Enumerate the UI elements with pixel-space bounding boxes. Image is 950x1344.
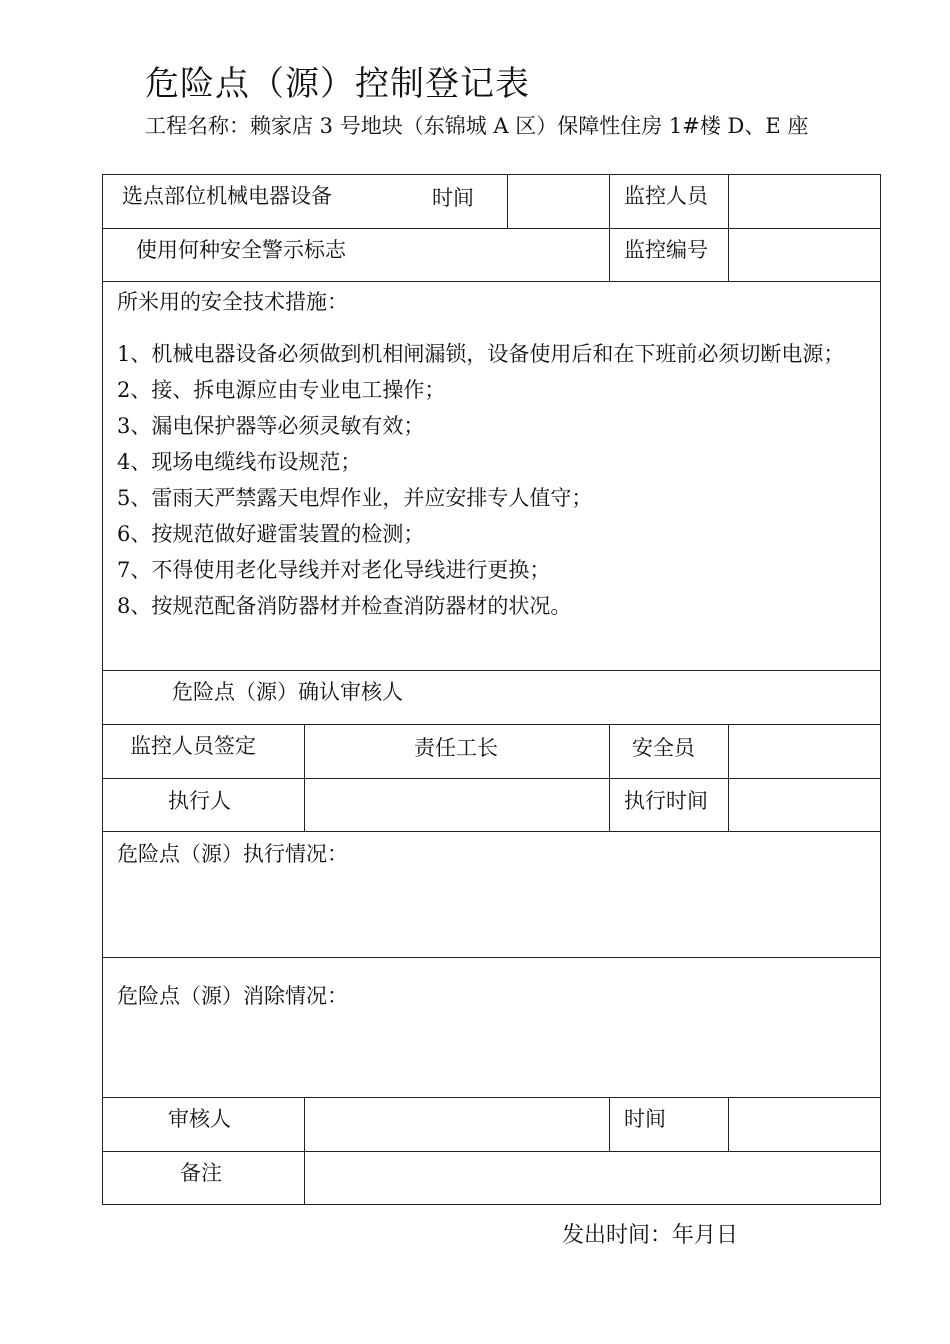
monitor-sign-label: 监控人员签定 <box>130 734 256 758</box>
project-name: 工程名称：赖家店 3 号地块（东锦城 A 区）保障性住房 1#楼 D、E 座 <box>145 114 809 138</box>
remarks-field[interactable] <box>305 1152 879 1203</box>
exec-time-label: 执行时间 <box>624 789 708 813</box>
measure-item: 7、不得使用老化导线并对老化导线进行更换； <box>117 558 551 582</box>
measures-list <box>117 336 867 624</box>
confirm-reviewer-label: 危险点（源）确认审核人 <box>172 680 403 704</box>
monitor-number-field[interactable] <box>729 229 879 280</box>
monitor-number-label: 监控编号 <box>624 238 708 262</box>
reviewer-label: 审核人 <box>168 1107 231 1131</box>
review-time-label: 时间 <box>624 1107 666 1131</box>
executor-label: 执行人 <box>168 789 231 813</box>
safety-officer-field[interactable] <box>729 725 879 777</box>
issue-date: 发出时间：年月日 <box>562 1223 739 1248</box>
execution-status-label: 危险点（源）执行情况： <box>117 842 348 866</box>
executor-field[interactable] <box>305 779 608 830</box>
measure-item: 1、机械电器设备必须做到机相闸漏锁，设备使用后和在下班前必须切断电源； <box>117 342 845 366</box>
reviewer-field[interactable] <box>305 1098 608 1150</box>
safety-officer-label: 安全员 <box>632 736 695 760</box>
measure-item: 4、现场电缆线布设规范； <box>117 450 362 474</box>
measure-item: 5、雷雨天严禁露天电焊作业，并应安排专人值守； <box>117 486 593 510</box>
form-title: 危险点（源）控制登记表 <box>145 64 530 104</box>
measures-title: 所米用的安全技术措施： <box>117 290 348 314</box>
remarks-label: 备注 <box>180 1161 222 1185</box>
foreman-label: 责任工长 <box>414 736 498 760</box>
measure-item: 3、漏电保护器等必须灵敏有效； <box>117 414 425 438</box>
location-label: 选点部位机械电器设备 <box>122 184 332 208</box>
measure-item: 8、按规范配备消防器材并检查消防器材的状况。 <box>117 594 572 618</box>
warning-sign-label: 使用何种安全警示标志 <box>136 238 346 262</box>
measure-item: 2、接、拆电源应由专业电工操作； <box>117 378 446 402</box>
measure-item: 6、按规范做好避雷装置的检测； <box>117 522 425 546</box>
elimination-status-label: 危险点（源）消除情况： <box>117 984 348 1008</box>
time-label: 时间 <box>432 186 474 210</box>
exec-time-field[interactable] <box>729 779 879 830</box>
control-register-table <box>102 174 881 1205</box>
monitor-personnel-field[interactable] <box>729 175 879 227</box>
time-value-field[interactable] <box>508 175 608 227</box>
review-time-field[interactable] <box>729 1098 879 1150</box>
monitor-personnel-label: 监控人员 <box>624 184 708 208</box>
